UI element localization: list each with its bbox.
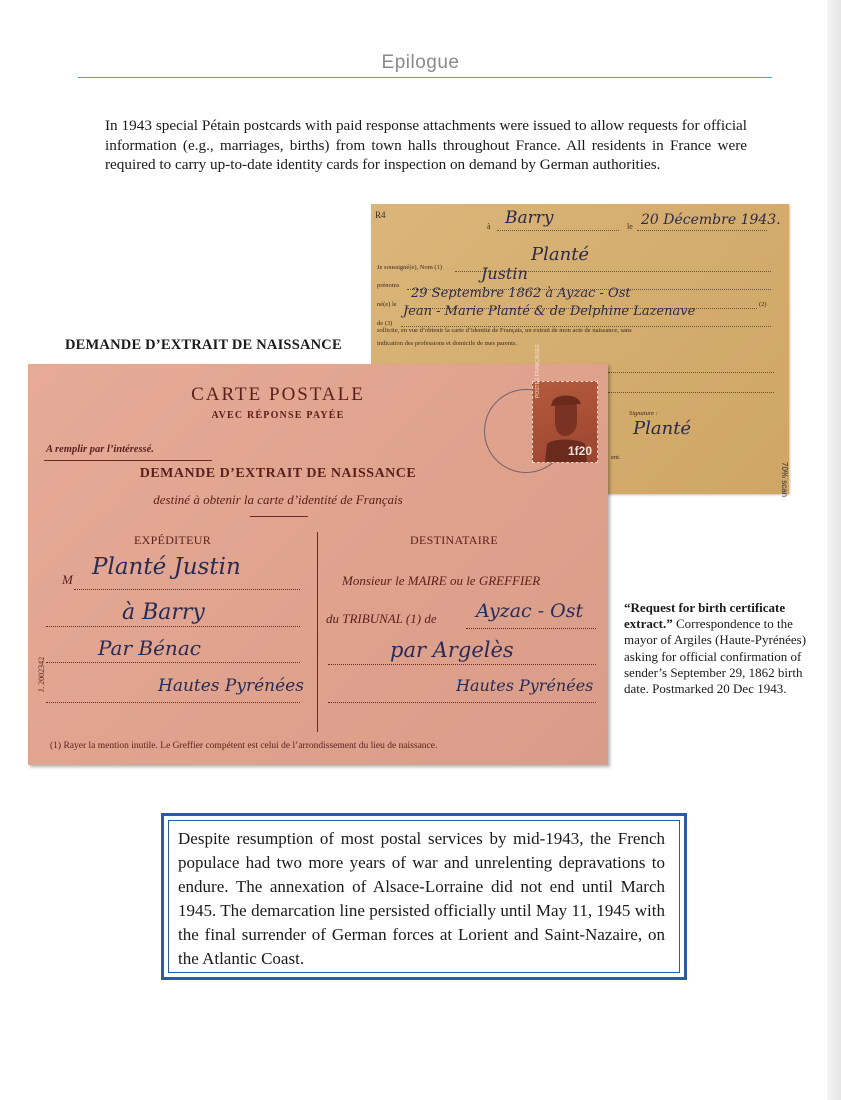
intro-paragraph: In 1943 special Pétain postcards with paid response attachments were issued to allow requests for official information (e.g., marriages, births) from town halls throughout France. All residents in France were required to carry up-to-date identity cards for inspection on demand by German authorities. — [105, 117, 747, 174]
recipient-line1: Monsieur le MAIRE ou le GREFFIER — [342, 573, 541, 588]
postcard-title: DEMANDE D’EXTRAIT DE NAISSANCE — [139, 466, 417, 481]
scan-note: 70% scan — [780, 462, 789, 498]
response-de-label: de (3) — [377, 320, 393, 327]
sender-department: Hautes Pyrénées — [158, 676, 304, 696]
image-caption — [624, 600, 814, 697]
response-le-label: le — [627, 222, 633, 231]
recipient-line2: du TRIBUNAL (1) de — [326, 611, 437, 626]
caption-text: Correspondence to the mayor of Argiles (Haute-Pyrénées) asking for official confirmation of sender’s September 29, 1862 birth date. Postmarked 20 Dec 1943. — [624, 616, 807, 697]
postcard-instruction: A remplir par l’intéressé. — [46, 444, 154, 455]
postcard-subtitle: destiné à obtenir la carte d’identité de Français — [153, 492, 403, 507]
response-birth: 29 Septembre 1862 à Ayzac - Ost — [411, 286, 631, 301]
response-body-line2: indication des professions et domicile de mes parents. — [377, 340, 518, 347]
response-date: 20 Décembre 1943. — [641, 212, 781, 228]
recipient-via: par Argelès — [390, 638, 514, 662]
petain-stamp-icon — [532, 344, 598, 463]
page-title: Epilogue — [381, 52, 460, 73]
instruction-rule — [44, 460, 212, 461]
response-body-line1: sollicite, en vue d’obtenir la carte d’identité de Français, un extrait de mon acte de naissance, sans — [377, 327, 632, 334]
response-place: Barry — [505, 208, 554, 228]
response-name-label: Je soussigné(e), Nom (1) — [377, 264, 442, 271]
sender-heading: EXPÉDITEUR — [134, 533, 211, 547]
response-note: (2) — [759, 301, 767, 308]
postcard-footnote: (1) Rayer la mention inutile. Le Greffier compétent est celui de l’arrondissement du lieu de naissance. — [50, 741, 438, 751]
recipient-department: Hautes Pyrénées — [456, 676, 594, 695]
postcard-serial: J. 2002342 — [37, 656, 46, 692]
response-corner-mark: R4 — [375, 210, 386, 220]
page-edge — [827, 0, 841, 1100]
front-postcard — [28, 344, 608, 765]
response-partial-text: ent. — [611, 454, 621, 461]
postcard-subheading: AVEC RÉPONSE PAYÉE — [211, 410, 345, 421]
title-rule — [78, 77, 772, 78]
response-born-label: né(e) le — [377, 301, 397, 308]
section-label: DEMANDE D’EXTRAIT DE NAISSANCE — [65, 337, 342, 353]
sender-name: Planté Justin — [92, 554, 241, 580]
sender-town: à Barry — [122, 600, 205, 625]
postcard-heading: CARTE POSTALE — [191, 384, 365, 405]
response-a-label: à — [487, 222, 491, 231]
title-dash — [250, 516, 308, 517]
caption-title: “Request for birth certificate extract.” — [624, 600, 786, 632]
signature-label: Signature : — [629, 410, 658, 417]
recipient-town: Ayzac - Ost — [476, 600, 584, 622]
recipient-heading: DESTINATAIRE — [410, 533, 498, 547]
summary-box — [161, 813, 687, 980]
response-given: Justin — [481, 264, 528, 283]
stamp-side-text: POSTES FRANÇAISES — [535, 344, 541, 398]
stamp-value: 1f20 — [567, 444, 592, 458]
response-prenoms-label: prénoms — [377, 282, 400, 289]
response-signature: Planté — [633, 418, 692, 439]
address-divider — [317, 532, 318, 732]
summary-text: Despite resumption of most postal services by mid-1943, the French populace had two more years of war and unrelenting depravations to endure. The annexation of Alsace-Lorraine did not end until March 1945. The demarcation line persisted officially until May 11, 1945 with the final surrender of German forces at Lorient and Saint-Nazaire, on the Atlantic Coast. — [178, 829, 665, 968]
response-parents: Jean - Marie Planté & de Delphine Lazenave — [403, 304, 696, 319]
sender-via: Par Bénac — [98, 636, 201, 660]
sender-m-label: M — [62, 572, 73, 587]
response-surname: Planté — [531, 244, 590, 265]
